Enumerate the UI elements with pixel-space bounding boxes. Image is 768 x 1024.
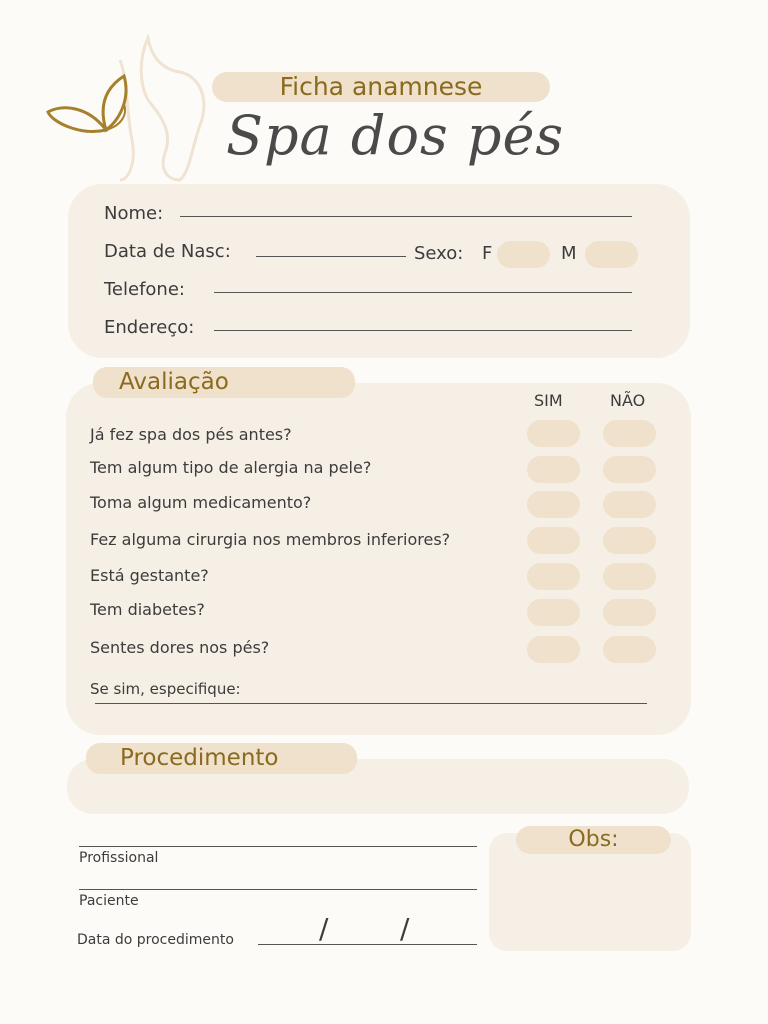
sex-m-label: M (561, 243, 577, 264)
sex-f-checkbox[interactable] (497, 241, 550, 268)
procedure-date-label: Data do procedimento (77, 932, 234, 948)
question-label: Já fez spa dos pés antes? (90, 425, 292, 444)
answer-no-checkbox[interactable] (603, 420, 656, 447)
specify-label: Se sim, especifique: (90, 680, 241, 698)
patient-signature-line[interactable] (79, 889, 477, 890)
procedure-date-field[interactable] (258, 944, 477, 945)
address-field[interactable] (214, 330, 632, 331)
birth-date-field[interactable] (256, 256, 406, 257)
date-separator: / (400, 912, 410, 945)
date-separator: / (319, 912, 329, 945)
answer-yes-checkbox[interactable] (527, 563, 580, 590)
phone-field[interactable] (214, 292, 632, 293)
answer-yes-checkbox[interactable] (527, 599, 580, 626)
name-field[interactable] (180, 216, 632, 217)
answer-yes-checkbox[interactable] (527, 527, 580, 554)
answer-no-checkbox[interactable] (603, 456, 656, 483)
answer-yes-checkbox[interactable] (527, 491, 580, 518)
question-label: Tem algum tipo de alergia na pele? (90, 458, 372, 477)
question-label: Fez alguma cirurgia nos membros inferiores? (90, 530, 451, 549)
professional-label: Profissional (79, 850, 159, 866)
form-subtitle: Ficha anamnese (212, 72, 550, 102)
sex-m-checkbox[interactable] (585, 241, 638, 268)
answer-no-checkbox[interactable] (603, 563, 656, 590)
procedure-title: Procedimento (86, 743, 357, 774)
sex-f-label: F (482, 243, 493, 264)
answer-no-checkbox[interactable] (603, 599, 656, 626)
answer-no-checkbox[interactable] (603, 491, 656, 518)
form-title: Spa dos pés (226, 104, 565, 167)
yes-header: SIM (534, 391, 563, 410)
question-label: Tem diabetes? (90, 600, 205, 619)
obs-title: Obs: (516, 826, 671, 854)
answer-no-checkbox[interactable] (603, 527, 656, 554)
no-header: NÃO (610, 391, 646, 410)
professional-signature-line[interactable] (79, 846, 477, 847)
question-label: Sentes dores nos pés? (90, 638, 270, 657)
address-label: Endereço: (104, 317, 195, 338)
specify-field[interactable] (95, 703, 647, 704)
answer-yes-checkbox[interactable] (527, 456, 580, 483)
answer-yes-checkbox[interactable] (527, 420, 580, 447)
sex-label: Sexo: (414, 243, 464, 264)
patient-label: Paciente (79, 893, 139, 909)
phone-label: Telefone: (104, 279, 185, 300)
name-label: Nome: (104, 203, 164, 224)
answer-no-checkbox[interactable] (603, 636, 656, 663)
evaluation-title: Avaliação (93, 367, 355, 398)
question-label: Toma algum medicamento? (90, 493, 312, 512)
question-label: Está gestante? (90, 566, 209, 585)
answer-yes-checkbox[interactable] (527, 636, 580, 663)
butterfly-foot-icon (40, 30, 220, 185)
birth-date-label: Data de Nasc: (104, 241, 231, 262)
